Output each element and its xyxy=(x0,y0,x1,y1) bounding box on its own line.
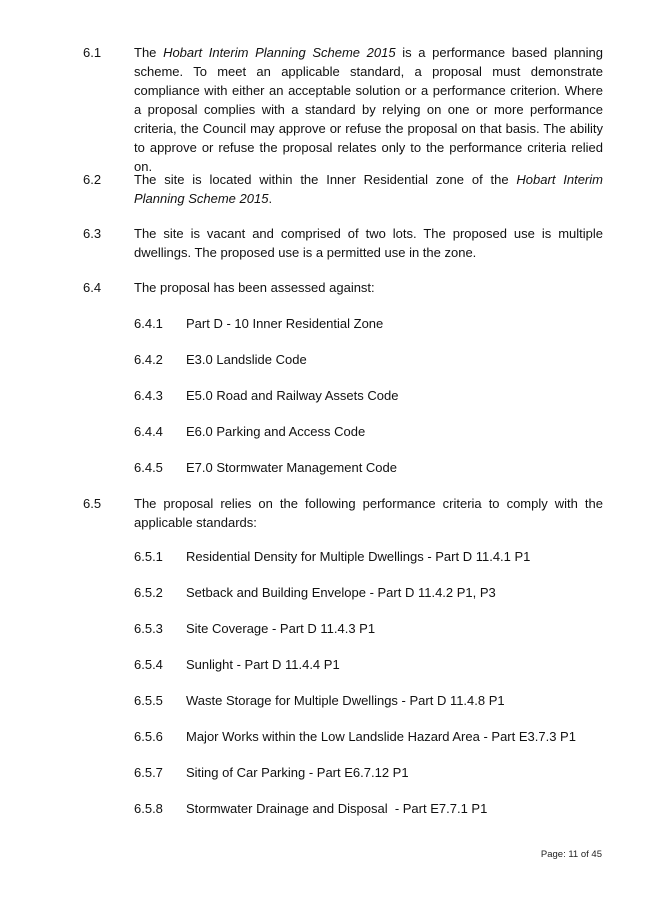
list-item-text: E5.0 Road and Railway Assets Code xyxy=(186,388,399,403)
list-item-text: Residential Density for Multiple Dwellings - Part D 11.4.1 P1 xyxy=(186,549,531,564)
paragraph-text: The Hobart Interim Planning Scheme 2015 is a performance based planning scheme. To meet an applicable standard, a proposal must demonstrate compliance with either an acceptable solution or a performance criterion. Where a proposal complies with a standard by relying on one or more performance criteria, the Council may approve or refuse the proposal on that basis. The ability to approve or refuse the proposal relates only to the performance criteria relied on. xyxy=(134,45,604,174)
list-item-text: E7.0 Stormwater Management Code xyxy=(186,460,397,475)
list-item-text: Setback and Building Envelope - Part D 11.4.2 P1, P3 xyxy=(186,585,496,600)
paragraph-6-3 xyxy=(83,224,603,262)
list-item-text: Major Works within the Low Landslide Hazard Area - Part E3.7.3 P1 xyxy=(186,729,576,744)
list-item-text: Stormwater Drainage and Disposal - Part E7.7.1 P1 xyxy=(186,801,488,816)
list-item xyxy=(134,422,604,441)
paragraph-number: 6.5 xyxy=(83,496,102,511)
list-item-number: 6.5.1 xyxy=(134,549,163,564)
list-item-text: Part D - 10 Inner Residential Zone xyxy=(186,316,384,331)
list-item-number: 6.5.5 xyxy=(134,693,163,708)
paragraph-text: The site is located within the Inner Residential zone of the Hobart Interim Planning Scheme 2015. xyxy=(134,172,603,206)
scheme-title: Hobart Interim Planning Scheme 2015 xyxy=(134,172,603,206)
list-item xyxy=(134,458,604,477)
paragraph-number: 6.1 xyxy=(83,45,102,60)
list-item-text: Waste Storage for Multiple Dwellings - Part D 11.4.8 P1 xyxy=(186,693,505,708)
list-item-text: E6.0 Parking and Access Code xyxy=(186,424,366,439)
paragraph-6-2 xyxy=(83,170,603,208)
list-item xyxy=(134,386,604,405)
paragraph-text: The site is vacant and comprised of two lots. The proposed use is multiple dwellings. The proposed use is a permitted use in the zone. xyxy=(134,226,603,260)
paragraph-6-1 xyxy=(83,43,603,176)
list-item xyxy=(134,314,604,333)
list-item-text: E3.0 Landslide Code xyxy=(186,352,307,367)
list-item xyxy=(134,619,604,638)
list-item-number: 6.5.7 xyxy=(134,765,163,780)
paragraph-number: 6.4 xyxy=(83,280,102,295)
paragraph-text: The proposal relies on the following performance criteria to comply with the applicable standards: xyxy=(134,496,603,530)
list-item xyxy=(134,350,604,369)
list-item xyxy=(134,799,604,818)
list-item-number: 6.5.8 xyxy=(134,801,163,816)
list-item-number: 6.5.3 xyxy=(134,621,163,636)
paragraph-6-5 xyxy=(83,494,603,532)
paragraph-text: The proposal has been assessed against: xyxy=(134,280,375,295)
scheme-title: Hobart Interim Planning Scheme 2015 xyxy=(163,45,396,60)
list-item-text: Site Coverage - Part D 11.4.3 P1 xyxy=(186,621,376,636)
list-item-number: 6.4.5 xyxy=(134,460,163,475)
list-item xyxy=(134,655,604,674)
paragraph-number: 6.3 xyxy=(83,226,102,241)
list-item xyxy=(134,727,604,746)
list-item-number: 6.5.6 xyxy=(134,729,163,744)
list-item-number: 6.5.4 xyxy=(134,657,163,672)
list-item-number: 6.5.2 xyxy=(134,585,163,600)
list-item-text: Sunlight - Part D 11.4.4 P1 xyxy=(186,657,340,672)
list-item xyxy=(134,691,604,710)
list-item-number: 6.4.1 xyxy=(134,316,163,331)
list-item xyxy=(134,547,604,566)
paragraph-6-4 xyxy=(83,278,603,297)
page-number: Page: 11 of 45 xyxy=(540,849,602,860)
list-item xyxy=(134,583,604,602)
list-item-number: 6.4.3 xyxy=(134,388,163,403)
list-item-number: 6.4.2 xyxy=(134,352,163,367)
list-item-number: 6.4.4 xyxy=(134,424,163,439)
list-item xyxy=(134,763,604,782)
paragraph-number: 6.2 xyxy=(83,172,102,187)
list-item-text: Siting of Car Parking - Part E6.7.12 P1 xyxy=(186,765,409,780)
